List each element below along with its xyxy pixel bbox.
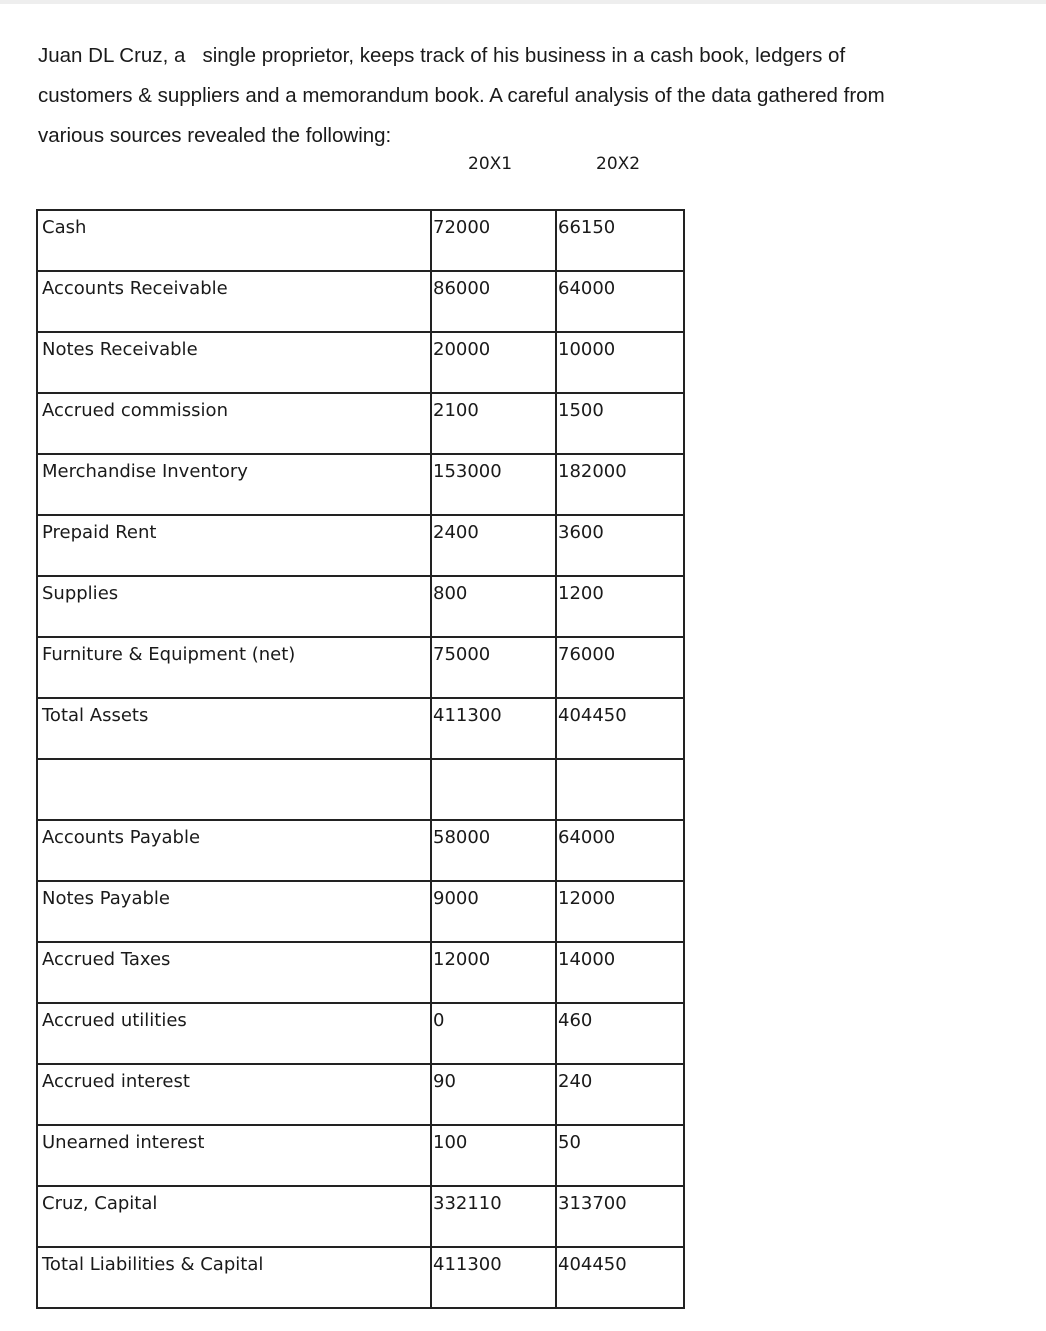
table-row: [37, 637, 684, 698]
value-20x2: 50: [556, 1125, 684, 1186]
table-row: [37, 332, 684, 393]
table-row: [37, 1247, 684, 1308]
problem-statement: [38, 36, 1028, 156]
value-20x1: 0: [431, 1003, 556, 1064]
row-label: Accrued Taxes: [37, 942, 431, 1003]
row-label: Notes Receivable: [37, 332, 431, 393]
value-20x1: 90: [431, 1064, 556, 1125]
value-20x2: 182000: [556, 454, 684, 515]
table-row: [37, 576, 684, 637]
value-20x1: 100: [431, 1125, 556, 1186]
value-20x1: 2100: [431, 393, 556, 454]
table-row: [37, 759, 684, 820]
value-20x1: 75000: [431, 637, 556, 698]
value-20x1: 2400: [431, 515, 556, 576]
value-20x2: 66150: [556, 210, 684, 271]
value-20x2: 76000: [556, 637, 684, 698]
value-20x2: 64000: [556, 271, 684, 332]
row-label: Supplies: [37, 576, 431, 637]
row-label: Unearned interest: [37, 1125, 431, 1186]
balance-table-body: [37, 210, 684, 1308]
value-20x2: 1200: [556, 576, 684, 637]
value-20x2: 10000: [556, 332, 684, 393]
row-label: Accounts Payable: [37, 820, 431, 881]
value-20x2: 14000: [556, 942, 684, 1003]
value-20x2: 460: [556, 1003, 684, 1064]
table-row: [37, 271, 684, 332]
value-20x1: 332110: [431, 1186, 556, 1247]
row-label: Accrued utilities: [37, 1003, 431, 1064]
row-label: Merchandise Inventory: [37, 454, 431, 515]
value-20x1: 58000: [431, 820, 556, 881]
table-row: [37, 454, 684, 515]
balance-table: [36, 209, 685, 1309]
row-label: [37, 759, 431, 820]
value-20x1: 86000: [431, 271, 556, 332]
column-header-20x1: 20X1: [468, 154, 513, 174]
value-20x1: 12000: [431, 942, 556, 1003]
row-label: Total Assets: [37, 698, 431, 759]
table-row: [37, 515, 684, 576]
table-row: [37, 1003, 684, 1064]
table-row: [37, 1186, 684, 1247]
row-label: Accrued commission: [37, 393, 431, 454]
value-20x2: 404450: [556, 698, 684, 759]
intro-line-3: various sources revealed the following:: [38, 124, 392, 147]
row-label: Cash: [37, 210, 431, 271]
table-row: [37, 1064, 684, 1125]
value-20x1: 411300: [431, 1247, 556, 1308]
intro-line-2: customers & suppliers and a memorandum book. A careful analysis of the data gathered from: [38, 84, 885, 107]
value-20x2: 12000: [556, 881, 684, 942]
value-20x1: 9000: [431, 881, 556, 942]
value-20x2: 64000: [556, 820, 684, 881]
table-row: [37, 881, 684, 942]
row-label: Accounts Receivable: [37, 271, 431, 332]
table-row: [37, 1125, 684, 1186]
row-label: Total Liabilities & Capital: [37, 1247, 431, 1308]
value-20x2: [556, 759, 684, 820]
row-label: Furniture & Equipment (net): [37, 637, 431, 698]
row-label: Notes Payable: [37, 881, 431, 942]
table-row: [37, 210, 684, 271]
table-row: [37, 820, 684, 881]
column-header-20x2: 20X2: [596, 154, 641, 174]
value-20x1: [431, 759, 556, 820]
value-20x1: 800: [431, 576, 556, 637]
value-20x1: 411300: [431, 698, 556, 759]
table-row: [37, 393, 684, 454]
value-20x1: 153000: [431, 454, 556, 515]
top-divider: [0, 0, 1046, 4]
intro-line-1: Juan DL Cruz, a single proprietor, keeps track of his business in a cash book, ledgers of: [38, 44, 846, 67]
row-label: Cruz, Capital: [37, 1186, 431, 1247]
value-20x2: 3600: [556, 515, 684, 576]
row-label: Prepaid Rent: [37, 515, 431, 576]
value-20x1: 20000: [431, 332, 556, 393]
row-label: Accrued interest: [37, 1064, 431, 1125]
value-20x2: 404450: [556, 1247, 684, 1308]
value-20x1: 72000: [431, 210, 556, 271]
table-row: [37, 698, 684, 759]
table-row: [37, 942, 684, 1003]
value-20x2: 1500: [556, 393, 684, 454]
value-20x2: 313700: [556, 1186, 684, 1247]
value-20x2: 240: [556, 1064, 684, 1125]
